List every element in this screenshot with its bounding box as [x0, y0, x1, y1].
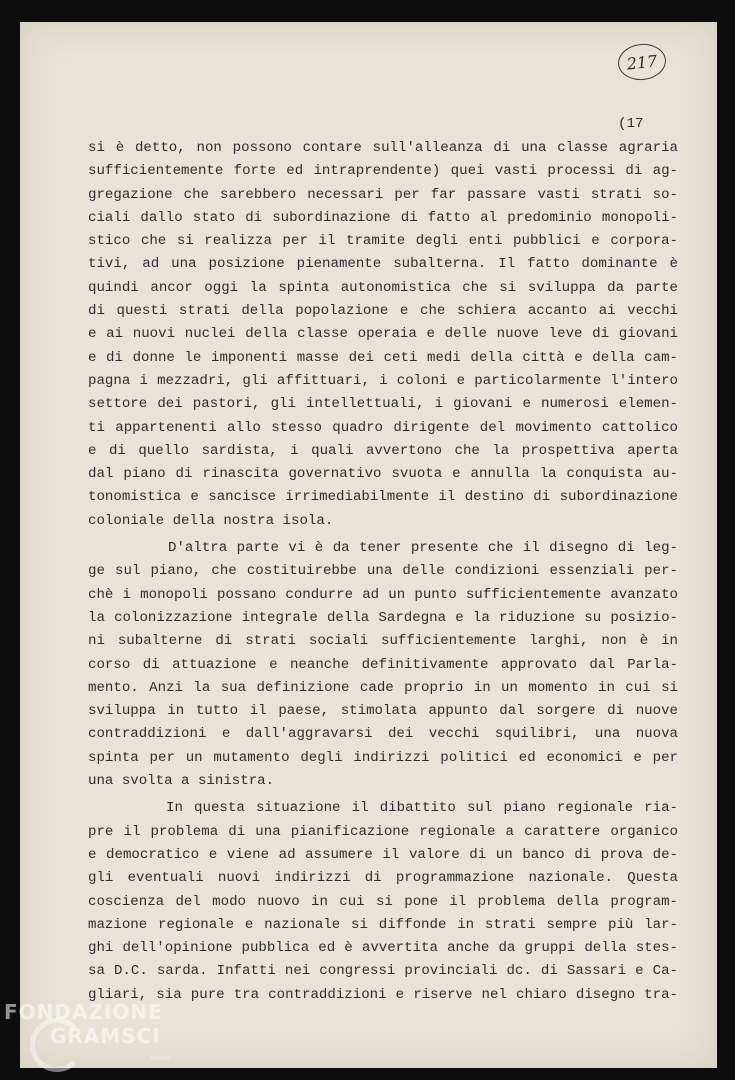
text-line: D'altra parte vi è da tener presente che il disegno di leg- [168, 540, 678, 557]
paragraph-3 [88, 797, 678, 1007]
text-line: e ai nuovi nuclei della classe operaia e delle nuove leve di giovani [88, 326, 678, 343]
text-line: gli eventuali nuovi indirizzi di programmazione nazionale. Questa [88, 870, 678, 887]
text-line: ghi dell'opinione pubblica ed è avvertita anche da gruppi della stes- [88, 940, 678, 957]
text-line: quindi ancor oggi la spinta autonomistica che si sviluppa da parte [88, 279, 678, 296]
text-line: chè i monopoli possano condurre ad un punto sufficientemente avanzato [88, 586, 678, 603]
text-line: una svolta a sinistra. [88, 773, 275, 790]
text-line: di questi strati della popolazione e che schiera accanto ai vecchi [88, 303, 678, 320]
archive-stamp [616, 42, 668, 83]
text-line: tonomistica e sancisce irrimediabilmente il destino di subordinazione [88, 489, 678, 506]
text-line: mento. Anzi la sua definizione cade proprio in un momento in cui si [88, 679, 678, 696]
text-line: ciali dallo stato di subordinazione di fatto al predominio monopoli- [88, 209, 678, 226]
text-line: gregazione che sarebbero necessari per far passare vasti strati so- [88, 186, 678, 203]
paragraph-1 [88, 137, 678, 533]
watermark-line2: GRAMSCI [50, 1024, 161, 1048]
text-line: mazione regionale e nazionale si diffonde in strati sempre più lar- [88, 916, 678, 933]
text-line: si è detto, non possono contare sull'alleanza di una classe agraria [88, 140, 678, 156]
text-line: stico che si realizza per il tramite degli enti pubblici e corpora- [88, 233, 678, 250]
text-line: ni subalterne di strati sociali sufficientemente larghi, non è in [88, 633, 678, 650]
text-line: sufficientemente forte ed intraprendente) quei vasti processi di ag- [88, 163, 678, 180]
text-line: gliari, sia pure tra contraddizioni e riserve nel chiaro disegno tra- [88, 986, 678, 1003]
watermark-onlus: onlus [150, 1053, 172, 1062]
watermark-line1: FONDAZIONE [4, 1000, 163, 1024]
text-line: corso di attuazione e neanche definitivamente approvato dal Parla- [88, 656, 678, 673]
text-line: sa D.C. sarda. Infatti nei congressi provinciali dc. di Sassari e Ca- [88, 963, 678, 980]
page-number: (17 [618, 116, 644, 132]
body-text [88, 137, 678, 1007]
text-line: settore dei pastori, gli intellettuali, i giovani e numerosi elemen- [88, 396, 678, 413]
text-line: e di quello sardista, i quali avvertono che la prospettiva aperta [88, 442, 678, 459]
text-line: pre il problema di una pianificazione regionale a carattere organico [88, 823, 678, 840]
text-line: tivi, ad una posizione pienamente subalterna. Il fatto dominante è [88, 256, 678, 273]
text-line: In questa situazione il dibattito sul piano regionale ria- [166, 800, 678, 817]
text-line: pagna i mezzadri, gli affittuari, i coloni e particolarmente l'intero [88, 372, 678, 389]
document-page [20, 22, 717, 1068]
stamp-number: 217 [625, 50, 659, 74]
text-line: contraddizioni e dall'aggravarsi dei vecchi squilibri, una nuova [88, 726, 678, 743]
text-line: sviluppa in tutto il paese, stimolata appunto dal sorgere di nuove [88, 703, 678, 720]
text-line: spinta per un mutamento degli indirizzi politici ed economici e per [88, 749, 678, 766]
text-line: la colonizzazione integrale della Sardegna e la riduzione su posizio- [88, 609, 678, 626]
text-line: dal piano di rinascita governativo svuota e annulla la conquista au- [88, 466, 678, 483]
text-line: ti appartenenti allo stesso quadro dirigente del movimento cattolico [88, 419, 678, 436]
text-line: e di donne le imponenti masse dei ceti medi della città e della cam- [88, 349, 678, 366]
text-line: coscienza del modo nuovo in cui si pone il problema della program- [88, 893, 678, 910]
text-line: ge sul piano, che costituirebbe una delle condizioni essenziali per- [88, 563, 678, 580]
paragraph-2 [88, 537, 678, 793]
text-line: e democratico e viene ad assumere il valore di un banco di prova de- [88, 846, 678, 863]
text-line: coloniale della nostra isola. [88, 512, 334, 529]
